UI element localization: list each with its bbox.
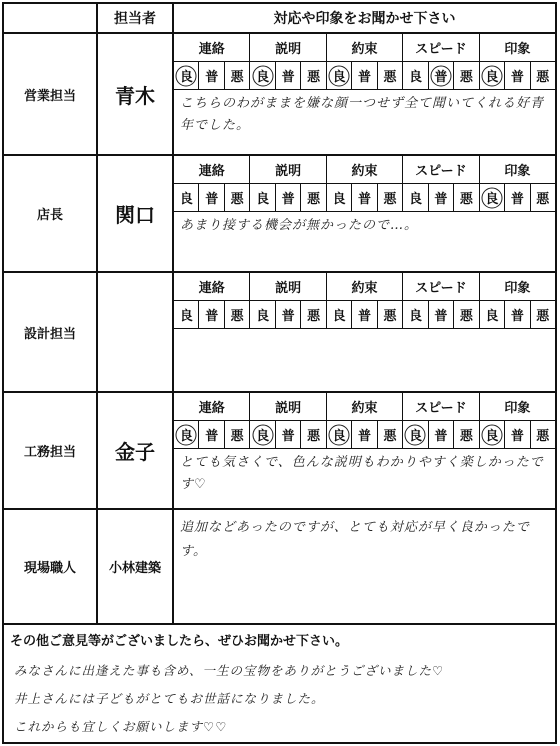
grade-option: 悪 [378, 421, 403, 448]
grade-option: 良 [174, 301, 199, 328]
grade-option: 普 [199, 301, 224, 328]
grade-option: 良 [403, 184, 428, 211]
grade-option: 良 [174, 421, 199, 448]
comment-text [174, 329, 555, 335]
header-ratings: 対応や印象をお聞かせ下さい [174, 4, 555, 34]
category-label: 説明 [250, 34, 326, 61]
category-label: 印象 [504, 281, 531, 296]
role-label: 店長 [36, 208, 63, 223]
grade-option: 悪 [301, 301, 326, 328]
grade-option: 悪 [454, 301, 479, 328]
grade-option: 普 [505, 301, 530, 328]
grade-option: 普 [505, 62, 530, 89]
role-label: 営業担当 [23, 88, 76, 104]
comment-text: こちらのわがままを嫌な顔一つせず全て聞いてくれる好青年でした。 [180, 96, 545, 133]
grade-option: 普 [199, 62, 224, 89]
grade-option: 良 [250, 301, 275, 328]
grade-option: 良 [480, 421, 505, 448]
rating-block [174, 393, 555, 499]
grade-option: 悪 [378, 184, 403, 211]
grade-option: 悪 [536, 70, 550, 85]
column-divider [172, 4, 174, 625]
header-blank-cell [4, 4, 96, 34]
category-label: 説明 [250, 156, 326, 183]
other-opinions [4, 625, 555, 741]
other-line: みなさんに出逢えた事も含め、一生の宝物をありがとうございました♡ [14, 663, 445, 678]
grade-option: 良 [480, 184, 505, 211]
grade-option: 良 [250, 184, 275, 211]
role-label: 設計担当 [23, 326, 76, 342]
row-sales [4, 34, 555, 156]
grade-option: 普 [352, 62, 377, 89]
grade-option: 良 [250, 421, 275, 448]
category-label: 連絡 [174, 273, 250, 300]
category-label: スピード [403, 156, 479, 183]
comment-text: 追加などあったのですが、とても対応が早く良かったです。 [180, 520, 530, 559]
grade-option: 悪 [225, 62, 250, 89]
grade-option: 良 [403, 421, 428, 448]
category-label: 印象 [504, 164, 531, 179]
rating-block [174, 156, 555, 240]
grade-option: 悪 [225, 421, 250, 448]
category-label: 印象 [504, 401, 531, 416]
person-name: 小林建築 [108, 561, 161, 576]
grade-option: 普 [429, 62, 454, 89]
grade-option: 普 [352, 421, 377, 448]
category-label: 連絡 [174, 393, 250, 420]
grade-option: 悪 [536, 309, 550, 324]
grade-option: 普 [276, 184, 301, 211]
grade-option: 悪 [378, 62, 403, 89]
person-name: 金子 [115, 440, 155, 464]
grade-option: 普 [505, 184, 530, 211]
row-construction [4, 393, 555, 510]
category-label: 約束 [327, 273, 403, 300]
person-name: 青木 [115, 83, 155, 108]
row-design [4, 273, 555, 393]
grade-option: 悪 [454, 421, 479, 448]
category-label: 約束 [327, 34, 403, 61]
grade-option: 普 [352, 301, 377, 328]
role-label: 工務担当 [23, 445, 76, 460]
grade-option: 良 [480, 62, 505, 89]
rating-block [174, 510, 555, 567]
survey-sheet [2, 2, 557, 744]
role-label: 現場職人 [23, 561, 76, 576]
grade-option: 良 [480, 301, 505, 328]
grade-option: 良 [250, 62, 275, 89]
category-label: 約束 [327, 156, 403, 183]
person-name: 関口 [115, 203, 155, 227]
grade-option: 普 [429, 184, 454, 211]
grade-option: 悪 [225, 184, 250, 211]
person-name [98, 273, 172, 391]
header-person: 担当者 [98, 4, 172, 34]
grade-option: 悪 [536, 192, 550, 207]
grade-option: 普 [276, 421, 301, 448]
grade-option: 良 [403, 62, 428, 89]
grade-option: 良 [327, 421, 352, 448]
grade-option: 普 [199, 421, 224, 448]
grade-option: 悪 [301, 184, 326, 211]
grade-option: 普 [199, 184, 224, 211]
grade-option: 悪 [225, 301, 250, 328]
other-title: その他ご意見等がございましたら、ぜひお聞かせ下さい。 [10, 634, 349, 649]
grade-option: 悪 [301, 421, 326, 448]
grade-option: 良 [403, 301, 428, 328]
grade-option: 普 [276, 62, 301, 89]
grade-option: 良 [174, 62, 199, 89]
category-label: 印象 [504, 42, 531, 57]
grade-option: 良 [327, 184, 352, 211]
grade-option: 普 [276, 301, 301, 328]
grade-option: 悪 [378, 301, 403, 328]
row-craftsman [4, 510, 555, 625]
comment-text: あまり接する機会が無かったので…。 [180, 218, 419, 233]
grade-option: 普 [352, 184, 377, 211]
rating-block [174, 34, 555, 140]
other-line: これからも宜しくお願いします♡♡ [14, 719, 228, 734]
category-label: スピード [403, 34, 479, 61]
grade-option: 良 [327, 301, 352, 328]
grade-option: 普 [429, 421, 454, 448]
category-label: 説明 [250, 393, 326, 420]
category-label: スピード [403, 393, 479, 420]
category-label: 説明 [250, 273, 326, 300]
category-label: スピード [403, 273, 479, 300]
grade-option: 普 [429, 301, 454, 328]
grade-option: 良 [174, 184, 199, 211]
grade-option: 普 [505, 421, 530, 448]
grade-option: 悪 [536, 429, 550, 444]
other-line: 井上さんには子どもがとてもお世話になりました。 [14, 691, 325, 706]
row-store-manager [4, 156, 555, 273]
rating-block [174, 273, 555, 335]
category-label: 連絡 [174, 34, 250, 61]
grade-option: 良 [327, 62, 352, 89]
comment-text: とても気さくで、色んな説明もわかりやすく楽しかったです♡ [180, 455, 544, 492]
category-label: 約束 [327, 393, 403, 420]
grade-option: 悪 [454, 62, 479, 89]
category-label: 連絡 [174, 156, 250, 183]
column-divider [96, 4, 98, 625]
grade-option: 悪 [301, 62, 326, 89]
grade-option: 悪 [454, 184, 479, 211]
